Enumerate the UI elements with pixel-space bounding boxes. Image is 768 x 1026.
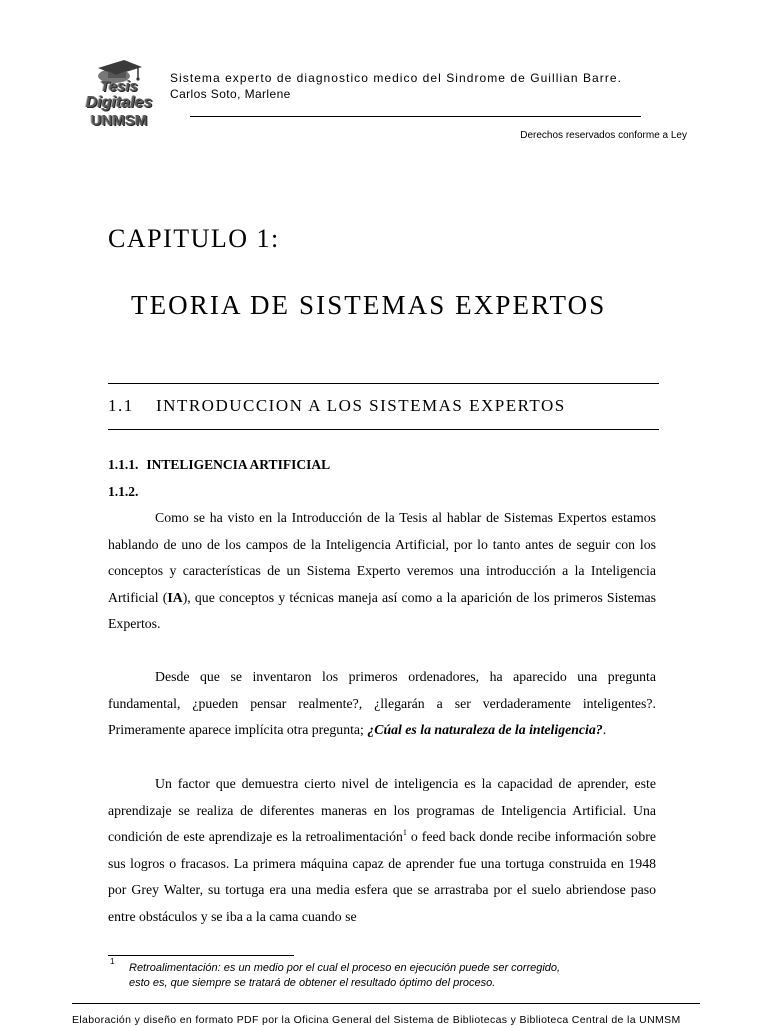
section-rule-bottom — [108, 429, 659, 430]
subsection-heading — [108, 484, 138, 500]
footnote-number: 1 — [110, 957, 115, 966]
chapter-label: CAPITULO 1: — [108, 224, 280, 253]
header-divider — [190, 116, 641, 117]
logo-text-digitales: Digitales — [85, 94, 153, 111]
section-title: INTRODUCCION A LOS SISTEMAS EXPERTOS — [156, 396, 566, 415]
subsection-heading — [108, 457, 330, 473]
footnote-divider — [108, 955, 294, 956]
bold-abbreviation: IA — [167, 589, 183, 605]
subsection-number: 1.1.1. — [108, 457, 139, 472]
header-thesis-title: Sistema experto de diagnostico medico del Sindrome de Guillian Barre. — [170, 71, 622, 85]
logo-text-tesis: Tesis — [100, 78, 138, 95]
header-author: Carlos Soto, Marlene — [170, 87, 291, 101]
emphasized-question: ¿Cúal es la naturaleza de la inteligencia? — [367, 722, 603, 738]
logo-text-unmsm: UNMSM — [90, 112, 148, 129]
chapter-title: TEORIA DE SISTEMAS EXPERTOS — [131, 290, 607, 320]
subsection-title: INTELIGENCIA ARTIFICIAL — [146, 457, 331, 472]
section-heading — [108, 396, 566, 416]
tesis-digitales-logo — [80, 58, 158, 132]
section-rule-top — [108, 383, 659, 384]
body-paragraph: Desde que se inventaron los primeros ordenadores, ha aparecido una pregunta fundamental, ¿pueden pensar realmente?, ¿llegarán a ser verdaderamente inteligentes?. Primeramente aparece implícita otra pregunta; ¿Cúal es la naturaleza de la inteligencia?. — [108, 669, 656, 738]
copyright-notice: Derechos reservados conforme a Ley — [520, 130, 687, 141]
footer-divider — [72, 1003, 700, 1004]
footnote-reference: 1 — [402, 828, 407, 838]
footnote-text: esto es, que siempre se tratará de obtener el resultado óptimo del proceso. — [129, 977, 496, 989]
section-number: 1.1 — [108, 396, 134, 415]
footer-credit: Elaboración y diseño en formato PDF por la Oficina General del Sistema de Bibliotecas y Biblioteca Central de la UNMSM — [72, 1014, 681, 1026]
subsection-number: 1.1.2. — [108, 484, 139, 499]
body-paragraph: Un factor que demuestra cierto nivel de inteligencia es la capacidad de aprender, este aprendizaje se realiza de diferentes maneras en los programas de Inteligencia Artificial. Una condición de este aprendizaje es la retroalimentación$^1$ o feed back donde recibe información sobre sus logros o fracasos. La primera máquina capaz de aprender fue una tortuga construida en 1948 por Grey Walter, su tortuga era una media esfera que se arrastraba por el suelo abriendose paso entre obstáculos y se iba a la cama cuando se — [108, 776, 656, 924]
body-paragraph: Como se ha visto en la Introducción de la Tesis al hablar de Sistemas Expertos estamos hablando de uno de los campos de la Inteligencia Artificial, por lo tanto antes de seguir con los conceptos y características de un Sistema Experto veremos una introducción a la Inteligencia Artificial (IA), que conceptos y técnicas maneja así como a la aparición de los primeros Sistemas Expertos. — [108, 510, 656, 632]
footnote-text: Retroalimentación: es un medio por el cual el proceso en ejecución puede ser corregido, — [129, 962, 561, 974]
